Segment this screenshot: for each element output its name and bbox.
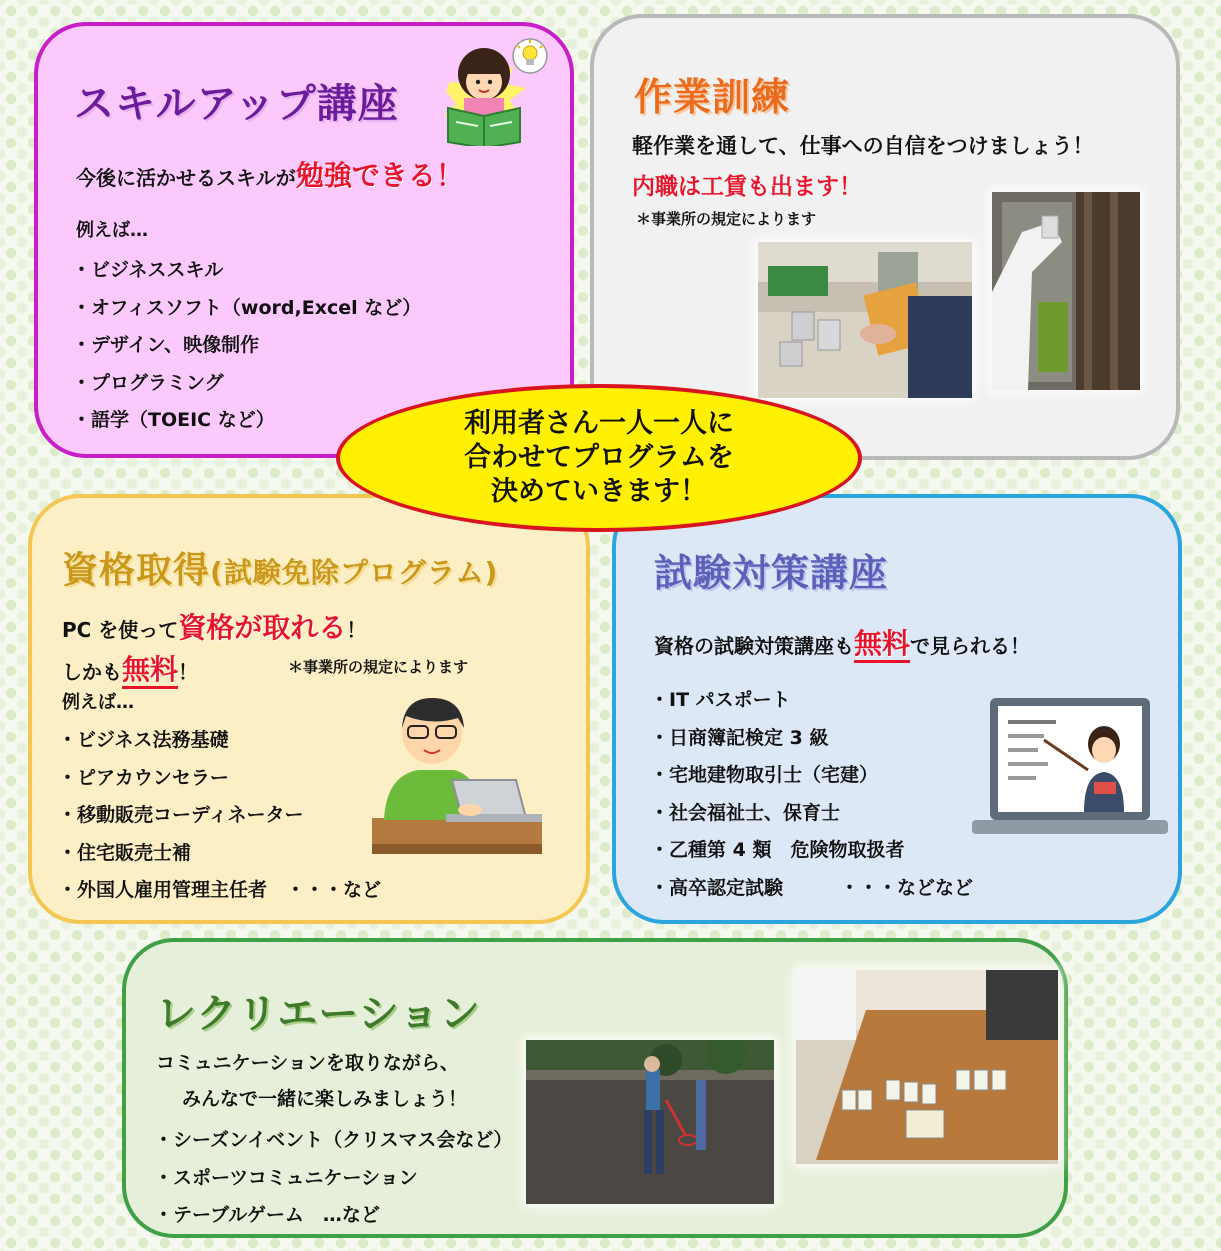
skill-lead-text: 今後に活かせるスキルが — [76, 166, 296, 190]
idea-bulb-icon — [510, 36, 550, 76]
skill-lead-emphasis: 勉強できる！ — [295, 159, 464, 192]
list-item: ・ シーズンイベント（クリスマス会など） — [154, 1122, 512, 1160]
work-title: 作業訓練 — [634, 75, 791, 119]
rec-panel — [122, 938, 1068, 1238]
qual-example-label: 例えば… — [62, 692, 134, 713]
exam-lead-emphasis: 無料 — [854, 627, 910, 663]
qual-line1 — [62, 606, 366, 646]
list-item: ・ デザイン、映像制作 — [72, 327, 421, 365]
list-item: ・ オフィスソフト（word,Excel など） — [72, 290, 421, 328]
list-item: ・ スポーツコミュニケーション — [154, 1160, 512, 1198]
list-item: ・ 語学（TOEIC など） — [72, 402, 421, 440]
list-item: ・ 高卒認定試験 ・・・などなど — [650, 870, 973, 908]
qual-line2-text: しかも — [62, 660, 122, 684]
list-item: ・ 住宅販売士補 — [58, 835, 381, 873]
rec-photo-tablegame — [796, 970, 1058, 1164]
exam-lead-text: 資格の試験対策講座も — [654, 634, 854, 658]
center-line: 決めていきます！ — [491, 476, 707, 507]
rec-photo-badminton — [526, 1040, 774, 1204]
list-item: ・ 日商簿記検定 3 級 — [650, 720, 973, 758]
exam-list — [650, 682, 973, 907]
qual-line2-emphasis: 無料 — [122, 653, 178, 689]
exam-lead — [654, 622, 1030, 662]
skill-lead — [76, 154, 464, 194]
exam-panel — [612, 494, 1182, 924]
rec-list — [154, 1122, 512, 1235]
work-line1: 軽作業を通して、仕事への自信をつけましょう！ — [632, 134, 1094, 158]
work-photo-handcraft — [758, 242, 972, 398]
list-item: ・ 外国人雇用管理主任者 ・・・など — [58, 872, 381, 910]
list-item: ・ ビジネススキル — [72, 252, 421, 290]
list-item: ・ 移動販売コーディネーター — [58, 797, 381, 835]
center-line: 利用者さん一人一人に — [464, 408, 734, 439]
exam-lead-end: で見られる！ — [910, 634, 1031, 658]
qual-line2-end: ！ — [178, 660, 199, 684]
skill-example-label: 例えば… — [76, 220, 148, 241]
teacher-laptop-icon — [972, 694, 1170, 842]
man-laptop-icon — [366, 690, 542, 858]
list-item: ・ ビジネス法務基礎 — [58, 722, 381, 760]
rec-title: レクリエーション — [156, 991, 481, 1037]
qual-line2 — [62, 648, 198, 688]
exam-title: 試験対策講座 — [654, 551, 889, 595]
qual-panel — [28, 494, 590, 924]
list-item: ・ 社会福祉士、保育士 — [650, 795, 973, 833]
skill-title: スキルアップ講座 — [74, 81, 399, 127]
qual-title — [62, 542, 498, 593]
work-note: ＊事業所の規定によります — [636, 210, 817, 228]
qual-line1-end: ！ — [346, 618, 367, 642]
qual-title-sub: (試験免除プログラム) — [210, 556, 499, 589]
rec-line1: コミュニケーションを取りながら、 — [156, 1052, 459, 1074]
work-line2: 内職は工賃も出ます！ — [632, 174, 862, 200]
list-item: ・ テーブルゲーム …など — [154, 1197, 512, 1235]
center-line: 合わせてプログラムを — [464, 442, 734, 473]
center-message — [336, 384, 862, 532]
rec-line2: みんなで一緒に楽しみましょう！ — [182, 1088, 468, 1110]
qual-line1-emphasis: 資格が取れる — [178, 611, 347, 644]
list-item: ・ 乙種第 4 類 危険物取扱者 — [650, 832, 973, 870]
qual-line1-text: PC を使って — [62, 618, 179, 642]
list-item: ・ 宅地建物取引士（宅建） — [650, 757, 973, 795]
list-item: ・ ピアカウンセラー — [58, 760, 381, 798]
work-photo-cleaning — [992, 192, 1140, 390]
qual-note: ＊事業所の規定によります — [288, 658, 469, 676]
qual-list — [58, 722, 381, 910]
list-item: ・ IT パスポート — [650, 682, 973, 720]
qual-title-main: 資格取得 — [62, 550, 211, 591]
list-item: ・ プログラミング — [72, 365, 421, 403]
